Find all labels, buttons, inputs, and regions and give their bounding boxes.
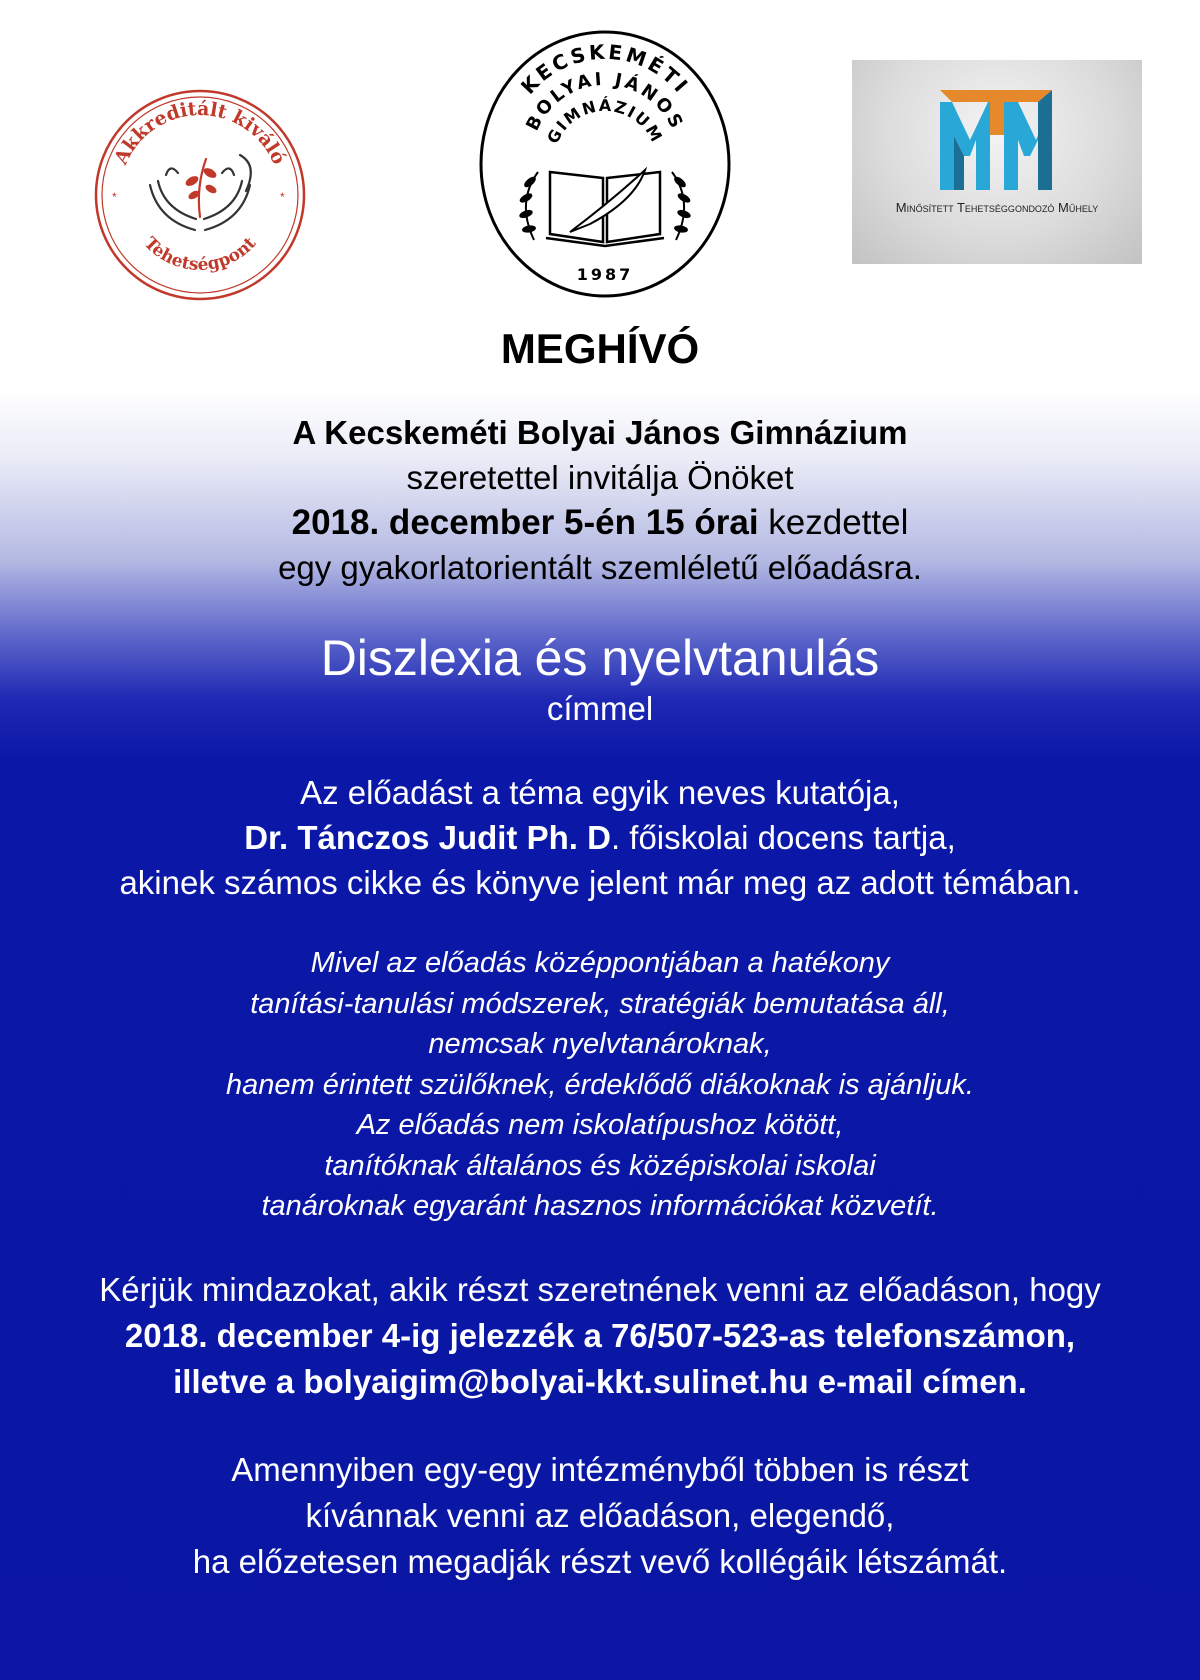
page-title: MEGHÍVÓ — [500, 325, 700, 372]
speaker-title: . főiskolai docens tartja, — [610, 819, 956, 856]
lecture-title: Diszlexia és nyelvtanulás — [320, 630, 880, 686]
audience-line: hanem érintett szülőknek, érdeklődő diákoknak is ajánljuk. — [226, 1068, 974, 1101]
audience-line: tanítóknak általános és középiskolai iskolai — [324, 1149, 876, 1182]
seal-arc-bottom-text: Tehetségpont — [139, 233, 261, 276]
invitation-content — [0, 318, 1200, 1585]
group-note-block — [0, 1447, 1200, 1585]
lecture-block — [0, 626, 1200, 728]
svg-text:*: * — [112, 190, 117, 204]
registration-request-text: Kérjük mindazokat, akik részt szeretnének venni az előadáson, hogy — [99, 1270, 1101, 1308]
audience-line: tanítási-tanulási módszerek, stratégiák bemutatása áll, — [250, 987, 950, 1020]
crest-year-text: 1987 — [576, 265, 634, 284]
speaker-name: Dr. Tánczos Judit Ph. D — [244, 819, 611, 856]
svg-text:*: * — [280, 190, 285, 204]
school-name: A Kecskeméti Bolyai János Gimnázium — [292, 414, 908, 451]
mtm-cube-icon — [852, 60, 1142, 264]
group-note-line: Amennyiben egy-egy intézményből többen is részt — [231, 1450, 969, 1488]
speaker-name-line — [0, 815, 1200, 860]
crest-line3-text: GIMNÁZIUM — [543, 95, 667, 147]
group-note-line: ha előzetesen megadják részt vevő kollégáik létszámát. — [192, 1542, 1008, 1580]
speaker-block — [0, 770, 1200, 905]
logo-bar — [0, 0, 1200, 310]
audience-line: tanároknak egyaránt hasznos információkat közvetít. — [261, 1190, 939, 1222]
audience-line: nemcsak nyelvtanároknak, — [428, 1028, 772, 1060]
registration-email-text: illetve a bolyaigim@bolyai-kkt.sulinet.hu e-mail címen. — [173, 1362, 1027, 1400]
talent-workshop-logo — [852, 60, 1142, 264]
lecture-subtitle: címmel — [546, 690, 654, 727]
talent-point-seal-logo — [90, 85, 310, 305]
lecture-type-text: egy gyakorlatorientált szemléletű előadásra. — [278, 549, 922, 586]
audience-block — [0, 943, 1200, 1227]
event-date-rest: kezdettel — [758, 503, 909, 542]
registration-phone-text: 2018. december 4-ig jelezzék a 76/507-523-as telefonszámon, — [124, 1316, 1076, 1354]
seal-arc-top-text: Akkreditált kiváló — [110, 97, 290, 168]
crest-line2-text: BOLYAI JÁNOS — [522, 68, 688, 135]
workshop-caption-text: Minősített Tehetséggondozó Műhely — [895, 200, 1099, 215]
group-note-line: kívánnak venni az előadáson, elegendő, — [305, 1496, 895, 1534]
school-crest-logo — [470, 22, 740, 307]
audience-line: Az előadás nem iskolatípushoz kötött, — [356, 1109, 844, 1141]
speaker-intro-text: Az előadást a téma egyik neves kutatója, — [300, 774, 900, 811]
audience-line: Mivel az előadás középpontjában a hatékony — [310, 947, 890, 979]
intro-block — [0, 410, 1200, 590]
registration-block — [0, 1267, 1200, 1405]
date-line — [0, 500, 1200, 545]
invite-text: szeretettel invitálja Önöket — [406, 459, 794, 496]
event-date: 2018. december 5-én 15 órai — [291, 503, 759, 542]
speaker-bio-text: akinek számos cikke és könyve jelent már meg az adott témában. — [119, 864, 1081, 901]
crest-line1-text: KECSKEMÉTI — [515, 39, 695, 99]
